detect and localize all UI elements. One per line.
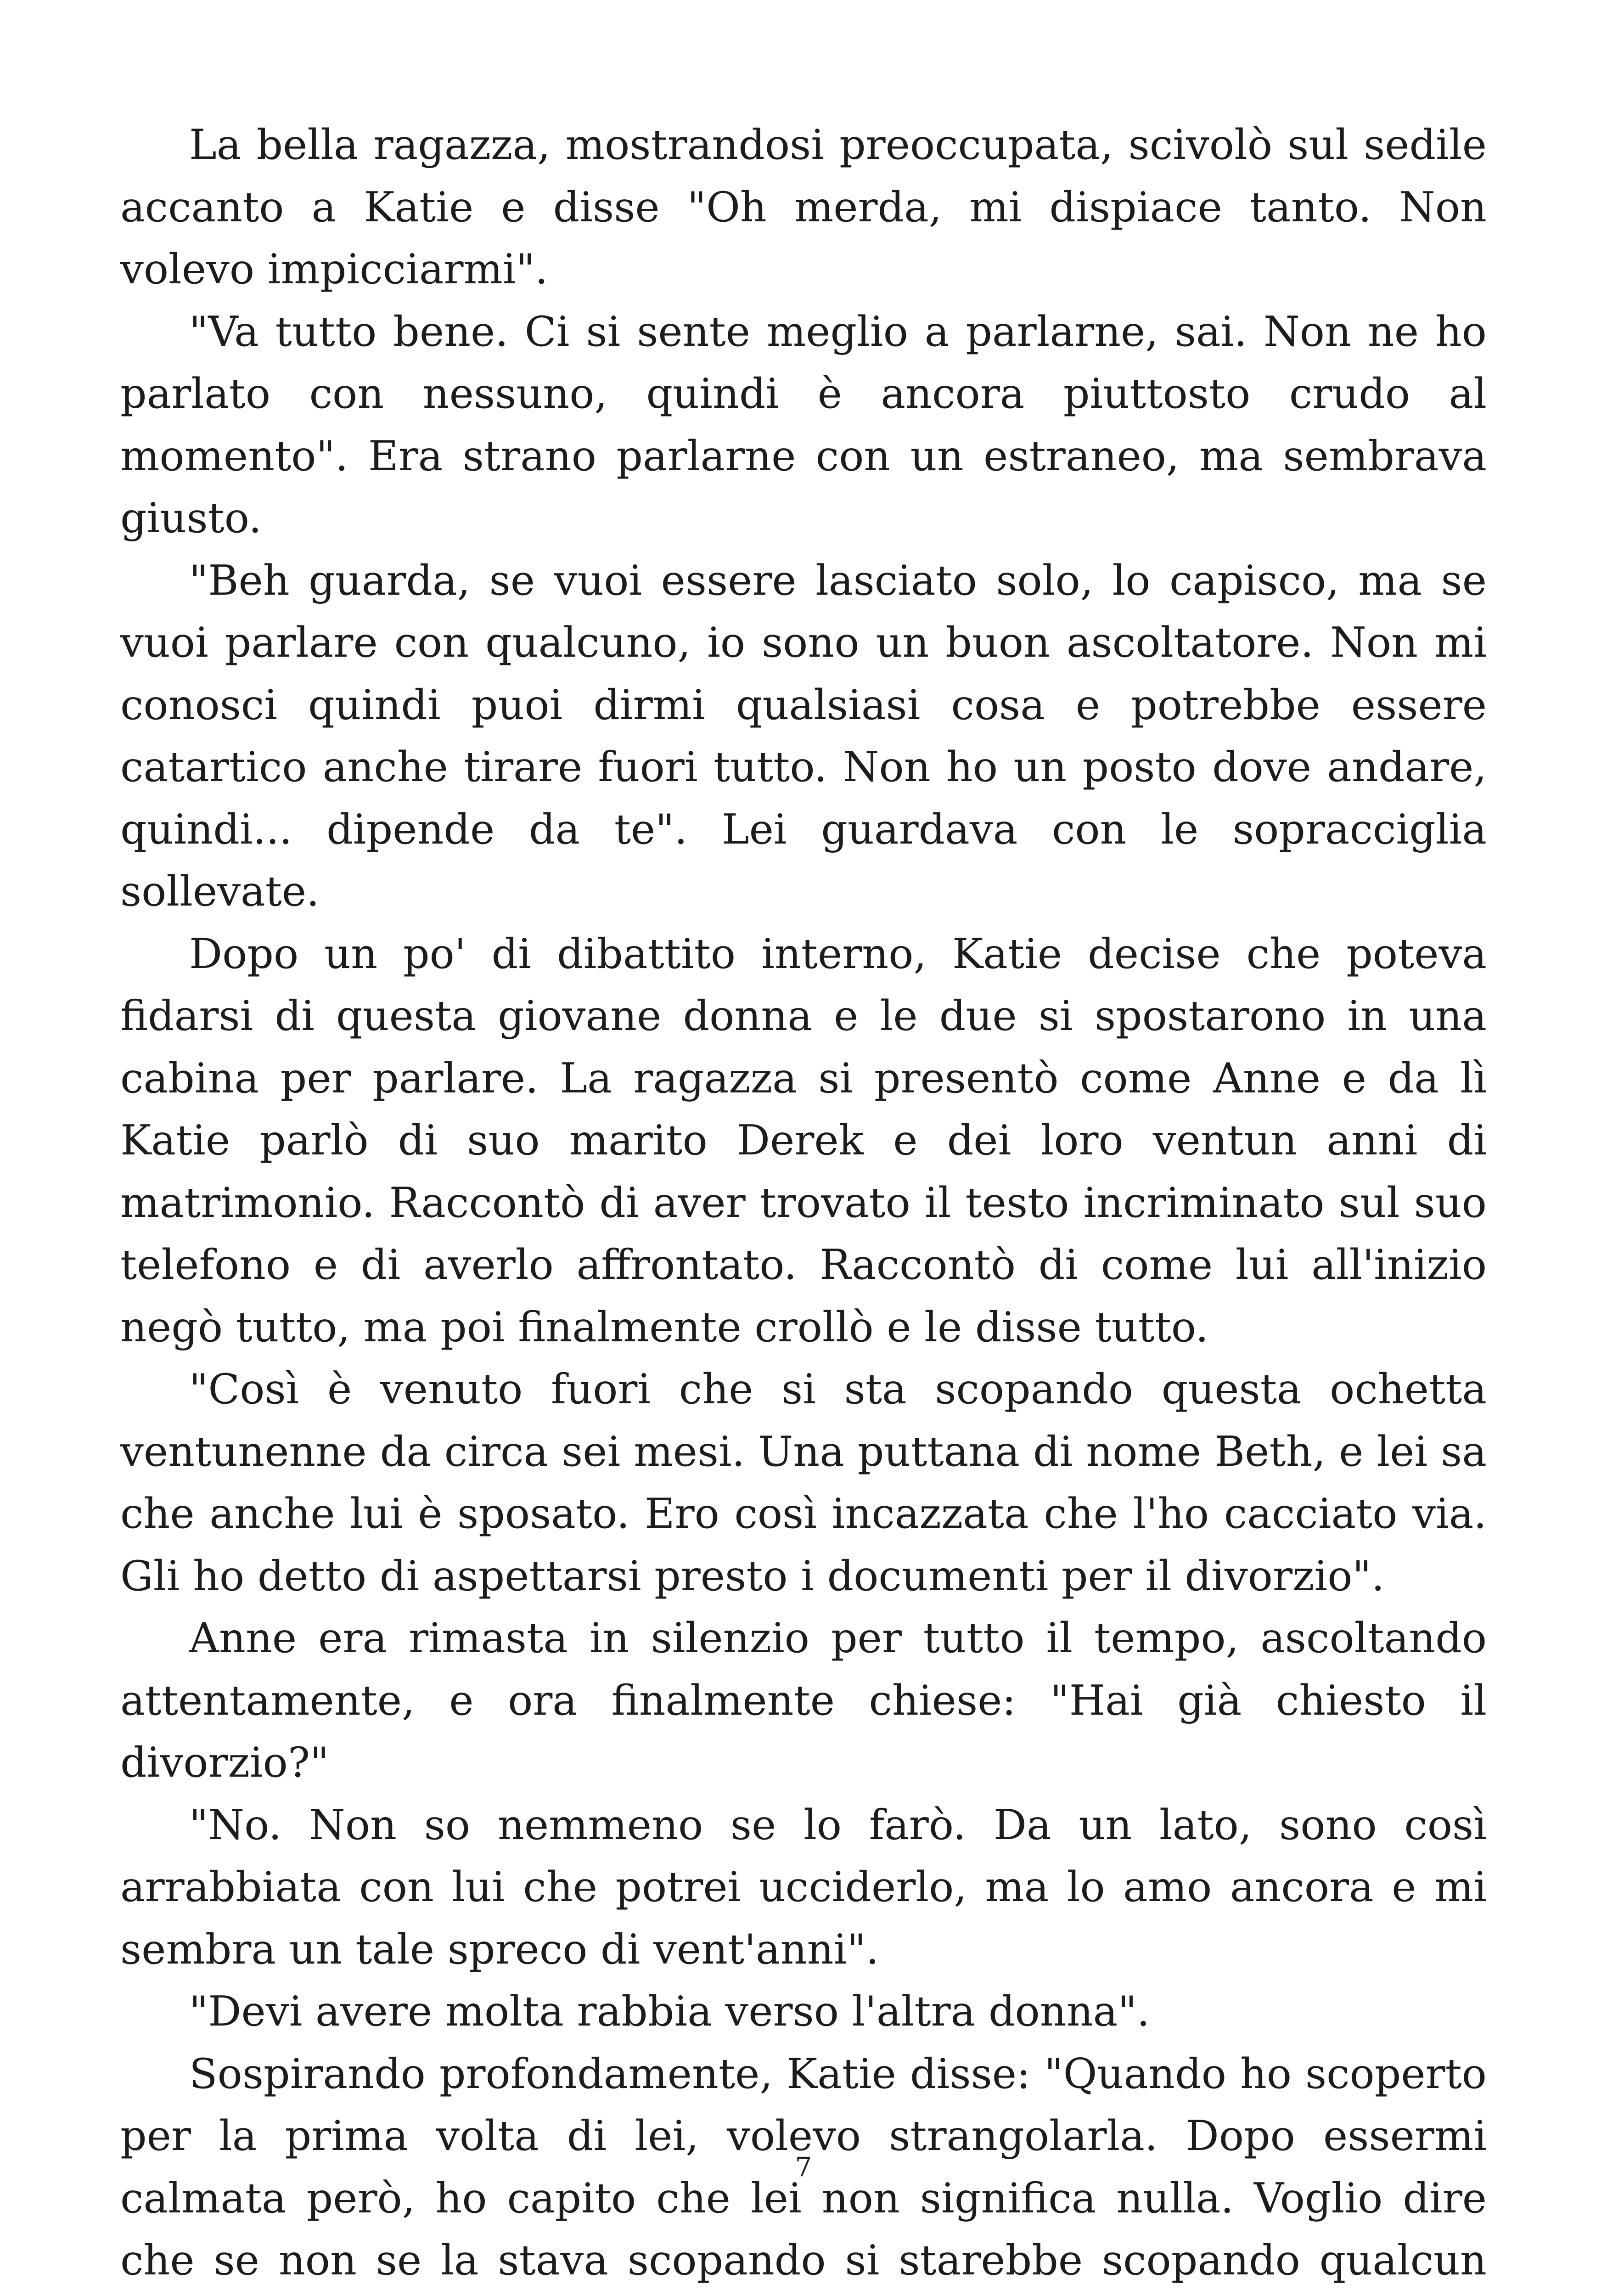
body-text	[120, 114, 1487, 2296]
page-number: 7	[0, 2151, 1607, 2183]
paragraph-7: "No. Non so nemmeno se lo farò. Da un lato, sono così arrabbiata con lui che potrei ucciderlo, ma lo amo ancora e mi sembra un tale spreco di vent'anni".	[120, 1794, 1487, 1981]
paragraph-5: "Così è venuto fuori che si sta scopando questa ochetta ventunenne da circa sei mesi. Una puttana di nome Beth, e lei sa che anche lui è sposato. Ero così incazzata che l'ho cacciato via. Gli ho detto di aspettarsi presto i documenti per il divorzio".	[120, 1358, 1487, 1607]
paragraph-4: Dopo un po' di dibattito interno, Katie decise che poteva fidarsi di questa giovane donna e le due si spostarono in una cabina per parlare. La ragazza si presentò come Anne e da lì Katie parlò di suo marito Derek e dei loro ventun anni di matrimonio. Raccontò di aver trovato il testo incriminato sul suo telefono e di averlo affrontato. Raccontò di come lui all'inizio negò tutto, ma poi finalmente crollò e le disse tutto.	[120, 923, 1487, 1359]
paragraph-8: "Devi avere molta rabbia verso l'altra donna".	[120, 1981, 1487, 2043]
paragraph-1: La bella ragazza, mostrandosi preoccupata, scivolò sul sedile accanto a Katie e disse "Oh merda, mi dispiace tanto. Non volevo impicciarmi".	[120, 114, 1487, 301]
paragraph-9: Sospirando profondamente, Katie disse: "Quando ho scoperto per la prima volta di lei, volevo strangolarla. Dopo essermi calmata però, ho capito che lei non significa nulla. Voglio dire che se non se la stava scopando si starebbe scopando qualcun	[120, 2043, 1487, 2296]
paragraph-3: "Beh guarda, se vuoi essere lasciato solo, lo capisco, ma se vuoi parlare con qualcuno, io sono un buon ascoltatore. Non mi conosci quindi puoi dirmi qualsiasi cosa e potrebbe essere catartico anche tirare fuori tutto. Non ho un posto dove andare, quindi... dipende da te". Lei guardava con le sopracciglia sollevate.	[120, 550, 1487, 923]
paragraph-6: Anne era rimasta in silenzio per tutto il tempo, ascoltando attentamente, e ora finalmente chiese: "Hai già chiesto il divorzio?"	[120, 1607, 1487, 1794]
paragraph-2: "Va tutto bene. Ci si sente meglio a parlarne, sai. Non ne ho parlato con nessuno, quindi è ancora piuttosto crudo al momento". Era strano parlarne con un estraneo, ma sembrava giusto.	[120, 301, 1487, 550]
